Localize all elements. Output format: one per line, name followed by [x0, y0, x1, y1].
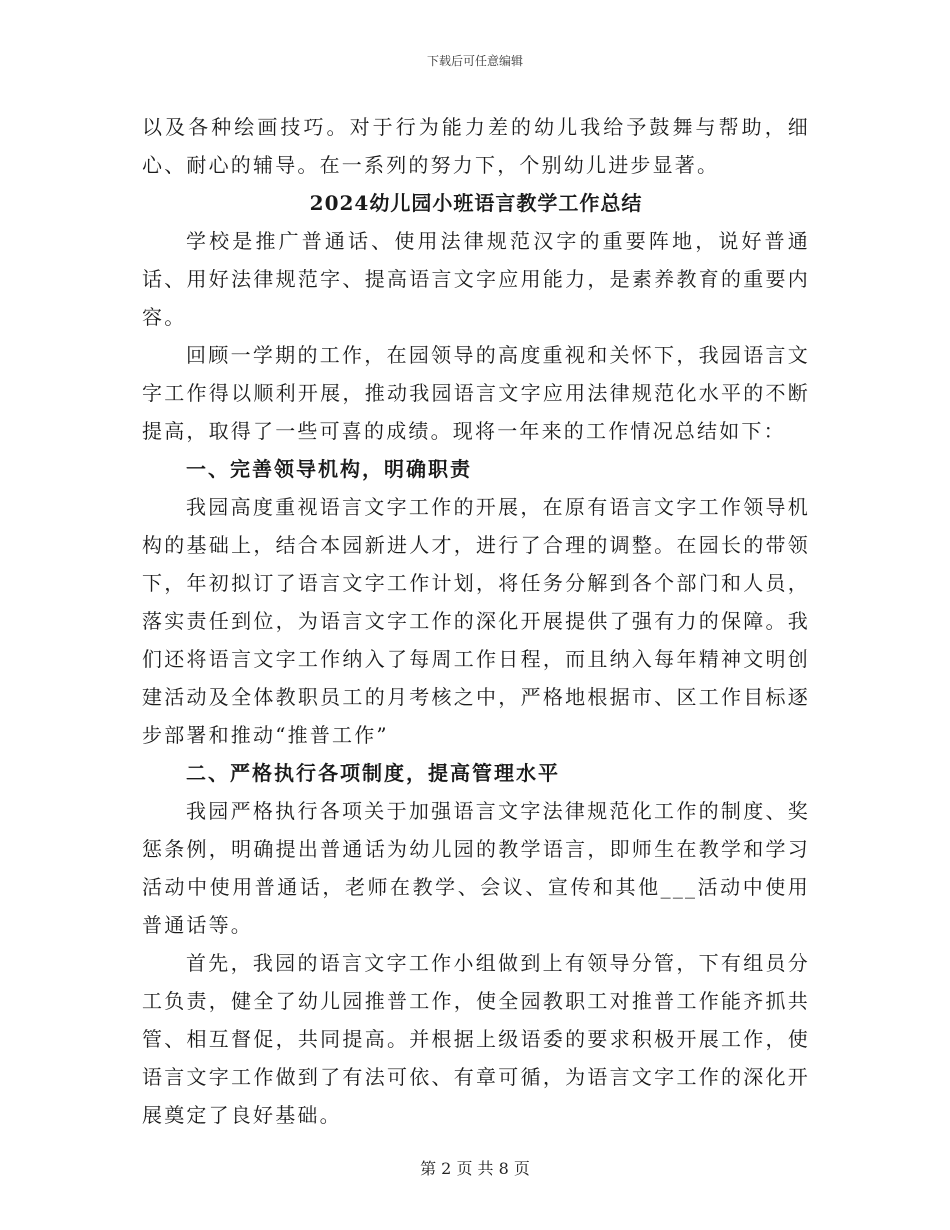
paragraph-continuation: 以及各种绘画技巧。对于行为能力差的幼儿我给予鼓舞与帮助，细心、耐心的辅导。在一系列的努力下，个别幼儿进步显著。 [142, 115, 810, 177]
paragraph-first: 首先，我园的语言文字工作小组做到上有领导分管，下有组员分工负责，健全了幼儿园推普工作，使全园教职工对推普工作能齐抓共管、相互督促，共同提高。并根据上级语委的要求积极开展工作，使语言文字工作做到了有法可依、有章可循，为语言文字工作的深化开展奠定了良好基础。 [142, 951, 810, 1127]
paragraph-section-2: 我园严格执行各项关于加强语言文字法律规范化工作的制度、奖惩条例，明确提出普通话为幼儿园的教学语言，即师生在教学和学习活动中使用普通话，老师在教学、会议、宣传和其他___活动中使用普通话等。 [142, 799, 810, 937]
document-body [142, 108, 810, 1134]
paragraph-intro: 学校是推广普通话、使用法律规范汉字的重要阵地，说好普通话、用好法律规范字、提高语言文字应用能力，是素养教育的重要内容。 [142, 229, 810, 329]
paragraph-section-1: 我园高度重视语言文字工作的开展，在原有语言文字工作领导机构的基础上，结合本园新进人才，进行了合理的调整。在园长的带领下，年初拟订了语言文字工作计划，将任务分解到各个部门和人员，落实责任到位，为语言文字工作的深化开展提供了强有力的保障。我们还将语言文字工作纳入了每周工作日程，而且纳入每年精神文明创建活动及全体教职员工的月考核之中，严格地根据市、区工作目标逐步部署和推动“推普工作” [142, 495, 810, 747]
page-number: 第 2 页 共 8 页 [420, 1159, 530, 1178]
section-heading-2: 二、严格执行各项制度，提高管理水平 [186, 761, 560, 785]
document-title: 2024幼儿园小班语言教学工作总结 [309, 191, 643, 215]
page-header-note: 下载后可任意编辑 [426, 54, 523, 68]
paragraph-review: 回顾一学期的工作，在园领导的高度重视和关怀下，我园语言文字工作得以顺利开展，推动我园语言文字应用法律规范化水平的不断提高，取得了一些可喜的成绩。现将一年来的工作情况总结如下： [142, 343, 810, 443]
section-heading-1: 一、完善领导机构，明确职责 [186, 457, 472, 481]
